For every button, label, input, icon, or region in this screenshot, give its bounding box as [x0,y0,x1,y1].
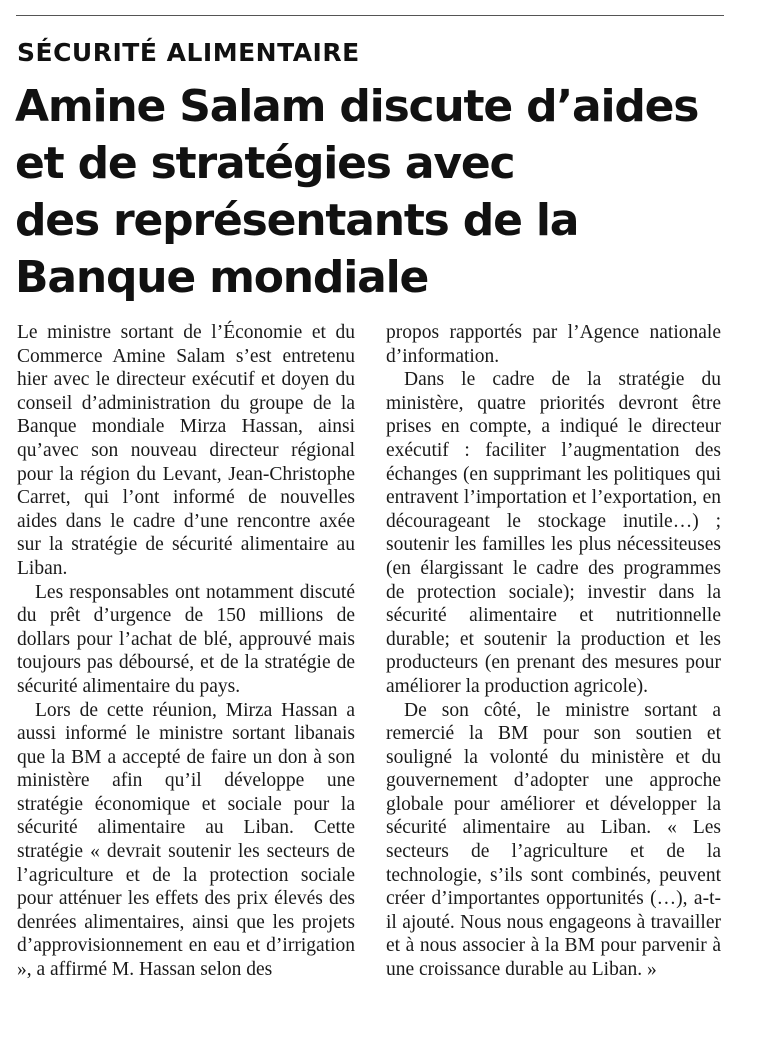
headline [15,78,735,306]
article-paragraph: Dans le cadre de la stratégie du ministère, quatre priorités devront être prises en compte, a indiqué le directeur exécutif : faciliter l’augmentation des échanges (en supprimant les politiques qui entravent l’importation et l’exportation, en décourageant le stockage inutile…) ; soutenir les familles les plus nécessiteuses (en élargissant le cadre des programmes de protection sociale); investir dans la sécurité alimentaire et nutritionnelle durable; et soutenir la production et les producteurs (en prenant des mesures pour améliorer la production agricole). [386,369,721,697]
article-paragraph: Le ministre sortant de l’Économie et du Commerce Amine Salam s’est entretenu hier avec le directeur exécutif et doyen du conseil d’administration du groupe de la Banque mondiale Mirza Hassan, ainsi qu’avec son nouveau directeur régional pour la région du Levant, Jean-Christophe Carret, qui l’ont informé de nouvelles aides dans le cadre d’une rencontre axée sur la stratégie de sécurité alimentaire au Liban. [17,322,355,579]
headline-line: Banque mondiale [15,252,429,303]
section-kicker: SÉCURITÉ ALIMENTAIRE [17,38,360,67]
article-paragraph: propos rapportés par l’Agence nationale d’information. [386,322,721,367]
top-divider [16,15,724,16]
article-paragraph: Lors de cette réunion, Mirza Hassan a aussi informé le ministre sortant libanais que la BM a accepté de faire un don à son ministère afin qu’il développe une stratégie économique et sociale pour la sécurité alimentaire au Liban. Cette stratégie « devrait soutenir les secteurs de l’agriculture et de la protection sociale pour atténuer les effets des prix élevés des denrées alimentaires, ainsi que les projets d’approvisionnement en eau et d’irrigation », a affirmé M. Hassan selon des [17,699,355,981]
article-column-right [386,321,721,982]
headline-line: Amine Salam discute d’aides [15,81,699,132]
article-column-left [17,321,355,982]
article-paragraph: De son côté, le ministre sortant a remercié la BM pour son soutien et souligné la volonté du ministère et du gouvernement d’adopter une approche globale pour améliorer et développer la sécurité alimentaire au Liban. « Les secteurs de l’agriculture et de la technologie, s’ils sont combinés, peuvent créer d’importantes opportunités (…), a-t-il ajouté. Nous nous engageons à travailler et à nous associer à la BM pour parvenir à une croissance durable au Liban. » [386,699,721,981]
article-paragraph: Les responsables ont notamment discuté du prêt d’urgence de 150 millions de dollars pour l’achat de blé, approuvé mais toujours pas déboursé, et de la stratégie de sécurité alimentaire du pays. [17,581,355,697]
headline-line: des représentants de la [15,195,579,246]
headline-line: et de stratégies avec [15,138,515,189]
